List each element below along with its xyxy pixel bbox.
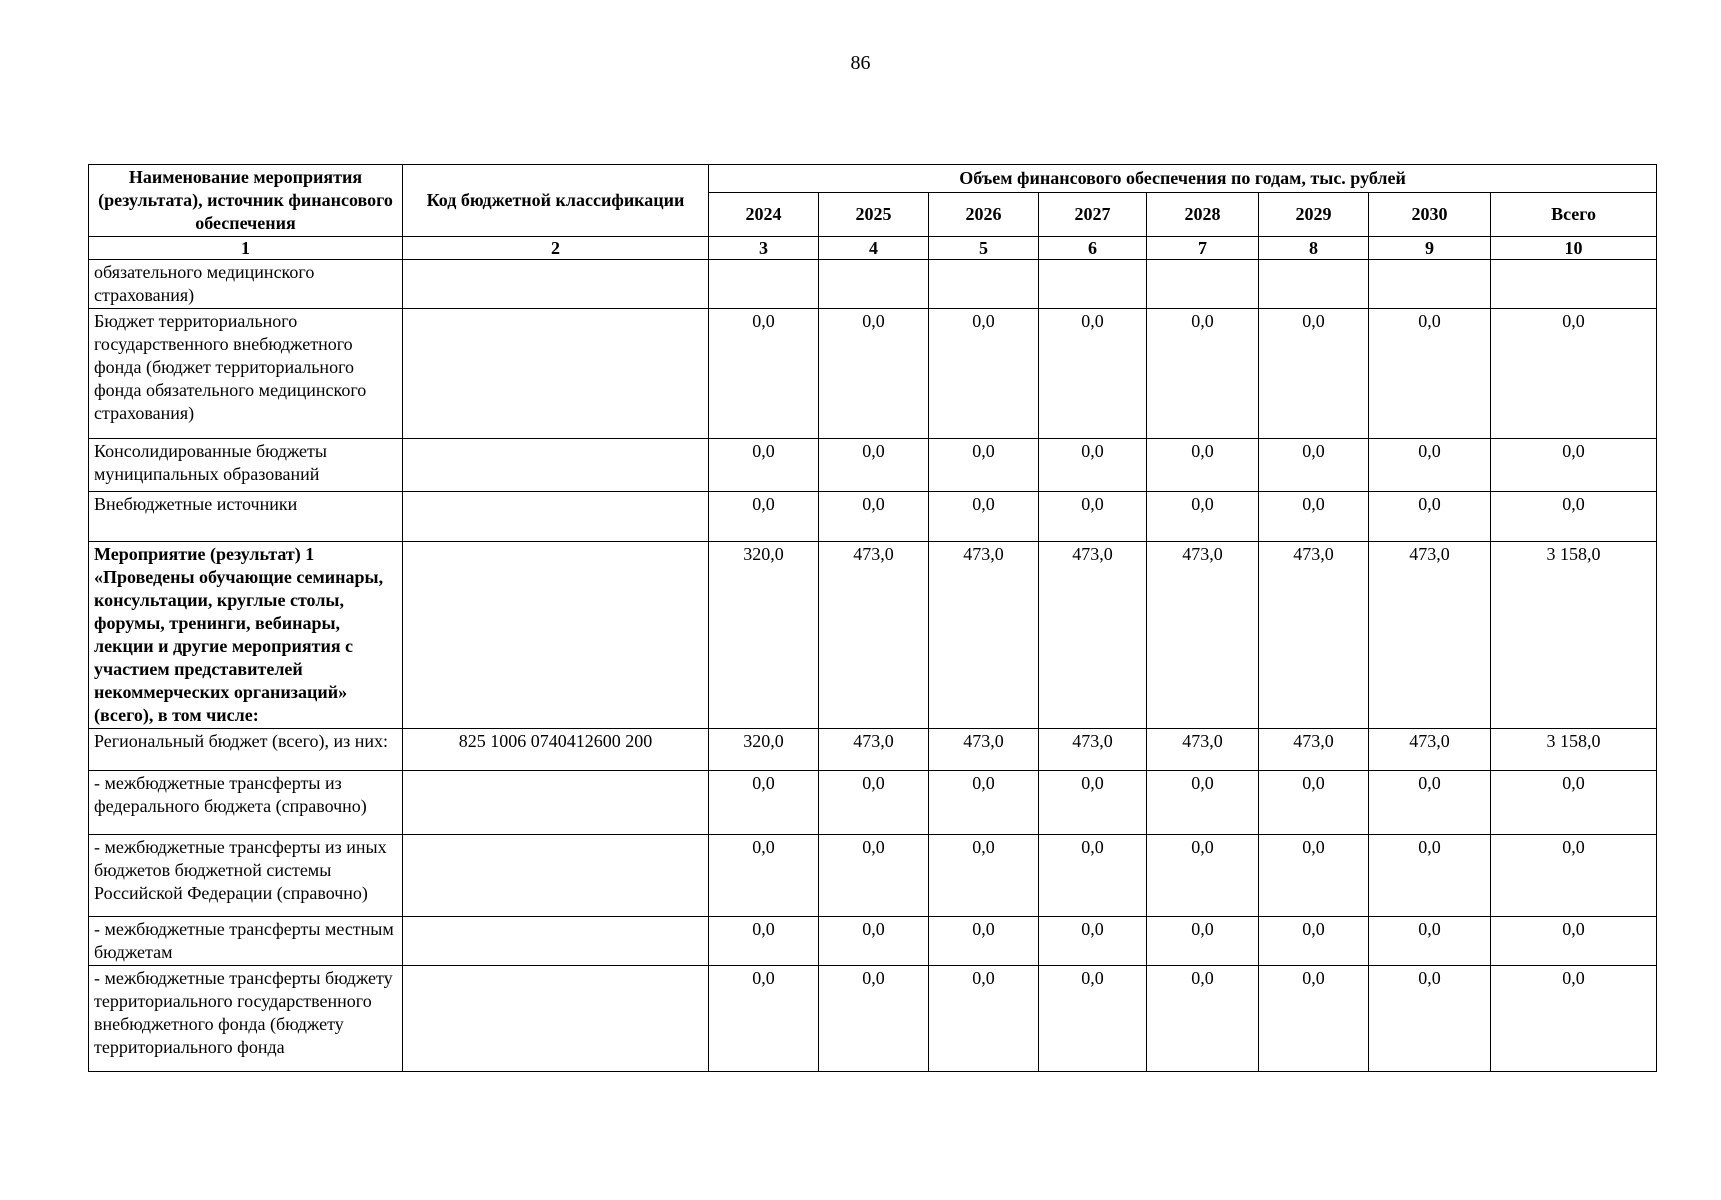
row-total-cell: 0,0 xyxy=(1491,966,1657,1072)
column-number: 3 xyxy=(709,237,819,260)
row-value-cell: 0,0 xyxy=(929,492,1039,542)
row-code-cell: 825 1006 0740412600 200 xyxy=(403,729,709,771)
row-value-cell: 0,0 xyxy=(819,917,929,966)
row-value-cell: 0,0 xyxy=(709,917,819,966)
financing-table xyxy=(88,164,1657,1072)
row-value-cell: 473,0 xyxy=(1039,729,1147,771)
header-year: 2025 xyxy=(819,193,929,237)
row-code-cell xyxy=(403,917,709,966)
row-code-cell xyxy=(403,309,709,439)
row-value-cell: 0,0 xyxy=(1147,492,1259,542)
header-code-column: Код бюджетной классификации xyxy=(403,165,709,237)
row-value-cell: 0,0 xyxy=(819,966,929,1072)
column-number-row xyxy=(89,237,1657,260)
row-total-cell: 0,0 xyxy=(1491,771,1657,835)
table-row xyxy=(89,492,1657,542)
row-value-cell: 0,0 xyxy=(1259,492,1369,542)
row-value-cell: 0,0 xyxy=(1147,835,1259,917)
column-number: 6 xyxy=(1039,237,1147,260)
row-value-cell: 0,0 xyxy=(1147,309,1259,439)
row-value-cell xyxy=(1259,260,1369,309)
row-value-cell: 0,0 xyxy=(929,309,1039,439)
table-body xyxy=(89,260,1657,1072)
row-value-cell: 0,0 xyxy=(1039,966,1147,1072)
row-value-cell: 473,0 xyxy=(1259,542,1369,729)
row-code-cell xyxy=(403,542,709,729)
row-value-cell: 0,0 xyxy=(929,439,1039,492)
row-value-cell: 473,0 xyxy=(819,542,929,729)
row-value-cell: 0,0 xyxy=(1147,966,1259,1072)
row-code-cell xyxy=(403,260,709,309)
row-value-cell: 0,0 xyxy=(1369,835,1491,917)
row-value-cell: 0,0 xyxy=(1039,835,1147,917)
row-value-cell: 0,0 xyxy=(1259,439,1369,492)
row-value-cell: 0,0 xyxy=(1369,966,1491,1072)
header-year: 2030 xyxy=(1369,193,1491,237)
row-value-cell: 0,0 xyxy=(1039,917,1147,966)
header-year: 2028 xyxy=(1147,193,1259,237)
row-value-cell: 320,0 xyxy=(709,542,819,729)
row-name-cell: - межбюджетные трансферты из иных бюджетов бюджетной системы Российской Федерации (справочно) xyxy=(89,835,403,917)
row-value-cell xyxy=(1369,260,1491,309)
row-name-cell: - межбюджетные трансферты бюджету территориального государственного внебюджетного фонда (бюджету территориального фонда xyxy=(89,966,403,1072)
column-number: 1 xyxy=(89,237,403,260)
row-value-cell: 0,0 xyxy=(1369,917,1491,966)
row-total-cell xyxy=(1491,260,1657,309)
header-total: Всего xyxy=(1491,193,1657,237)
table-row xyxy=(89,917,1657,966)
row-value-cell: 0,0 xyxy=(1369,771,1491,835)
row-value-cell: 0,0 xyxy=(819,835,929,917)
table-row xyxy=(89,835,1657,917)
row-value-cell: 320,0 xyxy=(709,729,819,771)
row-value-cell: 0,0 xyxy=(819,771,929,835)
page-number: 86 xyxy=(850,52,871,74)
row-value-cell: 0,0 xyxy=(1039,492,1147,542)
row-value-cell: 473,0 xyxy=(929,542,1039,729)
row-total-cell: 3 158,0 xyxy=(1491,542,1657,729)
row-total-cell: 0,0 xyxy=(1491,309,1657,439)
row-name-cell: Бюджет территориального государственного внебюджетного фонда (бюджет территориального фонда обязательного медицинского страхования) xyxy=(89,309,403,439)
row-value-cell: 0,0 xyxy=(1147,917,1259,966)
header-year: 2027 xyxy=(1039,193,1147,237)
row-name-cell: обязательного медицинского страхования) xyxy=(89,260,403,309)
row-value-cell xyxy=(709,260,819,309)
row-value-cell: 0,0 xyxy=(929,966,1039,1072)
column-number: 4 xyxy=(819,237,929,260)
row-name-cell: - межбюджетные трансферты местным бюджетам xyxy=(89,917,403,966)
row-name-cell: Региональный бюджет (всего), из них: xyxy=(89,729,403,771)
row-value-cell: 0,0 xyxy=(929,771,1039,835)
row-value-cell xyxy=(1039,260,1147,309)
row-name-cell: - межбюджетные трансферты из федерального бюджета (справочно) xyxy=(89,771,403,835)
row-code-cell xyxy=(403,835,709,917)
header-year: 2029 xyxy=(1259,193,1369,237)
row-name-cell: Внебюджетные источники xyxy=(89,492,403,542)
row-code-cell xyxy=(403,771,709,835)
column-number: 10 xyxy=(1491,237,1657,260)
header-name-column: Наименование мероприятия (результата), источник финансового обеспечения xyxy=(89,165,403,237)
row-value-cell: 0,0 xyxy=(819,309,929,439)
row-code-cell xyxy=(403,439,709,492)
table-row xyxy=(89,542,1657,729)
row-value-cell: 0,0 xyxy=(709,439,819,492)
row-code-cell xyxy=(403,966,709,1072)
row-value-cell: 473,0 xyxy=(929,729,1039,771)
row-value-cell xyxy=(929,260,1039,309)
row-value-cell: 0,0 xyxy=(1369,439,1491,492)
row-value-cell: 473,0 xyxy=(1147,729,1259,771)
row-value-cell: 0,0 xyxy=(1147,439,1259,492)
row-value-cell: 0,0 xyxy=(709,835,819,917)
row-value-cell: 0,0 xyxy=(819,439,929,492)
row-value-cell: 473,0 xyxy=(1369,542,1491,729)
header-financing-group: Объем финансового обеспечения по годам, тыс. рублей xyxy=(709,165,1657,193)
row-value-cell: 0,0 xyxy=(1259,966,1369,1072)
column-number: 9 xyxy=(1369,237,1491,260)
row-value-cell: 473,0 xyxy=(819,729,929,771)
table-row xyxy=(89,771,1657,835)
row-name-cell: Консолидированные бюджеты муниципальных образований xyxy=(89,439,403,492)
column-number: 7 xyxy=(1147,237,1259,260)
row-value-cell: 0,0 xyxy=(1369,492,1491,542)
row-value-cell: 0,0 xyxy=(1039,309,1147,439)
row-value-cell: 0,0 xyxy=(1259,917,1369,966)
row-code-cell xyxy=(403,492,709,542)
row-value-cell xyxy=(1147,260,1259,309)
column-number: 5 xyxy=(929,237,1039,260)
row-total-cell: 0,0 xyxy=(1491,917,1657,966)
row-value-cell: 0,0 xyxy=(819,492,929,542)
row-value-cell xyxy=(819,260,929,309)
row-total-cell: 0,0 xyxy=(1491,492,1657,542)
row-value-cell: 473,0 xyxy=(1369,729,1491,771)
table-row xyxy=(89,309,1657,439)
row-value-cell: 0,0 xyxy=(1369,309,1491,439)
table-row xyxy=(89,729,1657,771)
row-value-cell: 0,0 xyxy=(709,492,819,542)
row-value-cell: 473,0 xyxy=(1259,729,1369,771)
column-number: 2 xyxy=(403,237,709,260)
row-value-cell: 0,0 xyxy=(1259,309,1369,439)
row-value-cell: 0,0 xyxy=(1039,771,1147,835)
row-value-cell: 0,0 xyxy=(1147,771,1259,835)
row-value-cell: 0,0 xyxy=(929,917,1039,966)
row-value-cell: 0,0 xyxy=(929,835,1039,917)
table-header xyxy=(89,165,1657,260)
header-year: 2026 xyxy=(929,193,1039,237)
row-name-cell: Мероприятие (результат) 1 «Проведены обучающие семинары, консультации, круглые столы, форумы, тренинги, вебинары, лекции и другие мероприятия с участием представителей некоммерческих организаций» (всего), в том числе: xyxy=(89,542,403,729)
row-value-cell: 0,0 xyxy=(1259,835,1369,917)
column-number: 8 xyxy=(1259,237,1369,260)
row-total-cell: 0,0 xyxy=(1491,835,1657,917)
row-value-cell: 473,0 xyxy=(1147,542,1259,729)
table-row xyxy=(89,966,1657,1072)
row-value-cell: 0,0 xyxy=(709,771,819,835)
table-row xyxy=(89,260,1657,309)
row-value-cell: 0,0 xyxy=(1039,439,1147,492)
row-total-cell: 0,0 xyxy=(1491,439,1657,492)
row-value-cell: 0,0 xyxy=(1259,771,1369,835)
row-value-cell: 0,0 xyxy=(709,966,819,1072)
row-value-cell: 473,0 xyxy=(1039,542,1147,729)
header-year: 2024 xyxy=(709,193,819,237)
row-total-cell: 3 158,0 xyxy=(1491,729,1657,771)
table-row xyxy=(89,439,1657,492)
row-value-cell: 0,0 xyxy=(709,309,819,439)
